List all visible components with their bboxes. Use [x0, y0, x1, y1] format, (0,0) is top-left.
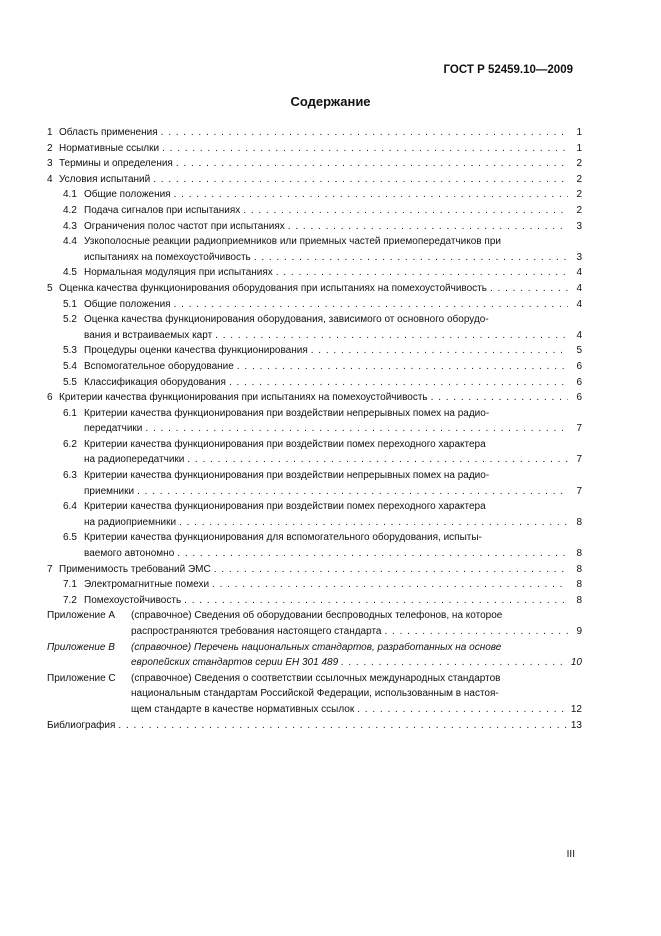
- toc-entry-7-2[interactable]: 7.2 Помехоустойчивость . . . 8: [47, 593, 582, 609]
- page-number: 2: [576, 173, 582, 185]
- toc-entry-5-2[interactable]: 5.2 Оценка качества функционирования оборудования, зависимого от основного оборудо- вания и встраиваемых карт . . . 4: [47, 312, 582, 343]
- toc-entry-5-1[interactable]: 5.1 Общие положения . . . 4: [47, 297, 582, 313]
- toc-entry-4-4[interactable]: 4.4 Узкополосные реакции радиоприемников или приемных частей приемопередатчиков при испытаниях на помехоустойчивость . . . 3: [47, 234, 582, 265]
- page-number: 13: [570, 719, 582, 731]
- toc-entry-4[interactable]: 4 Условия испытаний . . . 2: [47, 172, 582, 188]
- toc-entry-4-5[interactable]: 4.5 Нормальная модуляция при испытаниях . . . 4: [47, 265, 582, 281]
- page-number: 4: [576, 282, 582, 294]
- toc-entry-6-5[interactable]: 6.5 Критерии качества функционирования для вспомогательного оборудования, испыты- ваемого автономно . . . 8: [47, 530, 582, 561]
- page-number: 8: [576, 548, 582, 560]
- standard-code: ГОСТ Р 52459.10—2009: [443, 64, 573, 76]
- page-number: 10: [570, 657, 582, 669]
- toc-entry-5-3[interactable]: 5.3 Процедуры оценки качества функционирования . . . 5: [47, 343, 582, 359]
- page-number: 4: [576, 298, 582, 310]
- page-folio: III: [566, 849, 575, 860]
- table-of-contents: [47, 125, 582, 733]
- page-number: 8: [576, 516, 582, 528]
- page-number: 8: [576, 563, 582, 575]
- page-number: 3: [576, 220, 582, 232]
- toc-entry-6-4[interactable]: 6.4 Критерии качества функционирования при воздействии помех переходного характера на радиоприемники . . . 8: [47, 499, 582, 530]
- toc-entry-2[interactable]: 2 Нормативные ссылки . . . 1: [47, 141, 582, 157]
- page-number: 2: [576, 189, 582, 201]
- page-number: 6: [576, 376, 582, 388]
- page-title: Содержание: [290, 94, 371, 109]
- page-number: 1: [576, 142, 582, 154]
- toc-entry-4-2[interactable]: 4.2 Подача сигналов при испытаниях . . . 2: [47, 203, 582, 219]
- toc-entry-appendix-b[interactable]: Приложение В (справочное) Перечень национальных стандартов, разработанных на основе европейских стандартов серии ЕН 301 489 . . . 10: [47, 640, 582, 671]
- toc-entry-5-5[interactable]: 5.5 Классификация оборудования . . . 6: [47, 375, 582, 391]
- page-number: 2: [576, 204, 582, 216]
- page-number: 7: [576, 454, 582, 466]
- page-number: 4: [576, 267, 582, 279]
- page-number: 9: [576, 626, 582, 637]
- toc-entry-6-2[interactable]: 6.2 Критерии качества функционирования при воздействии помех переходного характера на радиопередатчики . . . 7: [47, 437, 582, 468]
- page-number: 8: [576, 594, 582, 606]
- page-number: 6: [576, 392, 582, 404]
- toc-entry-7[interactable]: 7 Применимость требований ЭМС . . . 8: [47, 562, 582, 578]
- toc-entry-4-1[interactable]: 4.1 Общие положения . . . 2: [47, 187, 582, 203]
- page-number: 4: [576, 329, 582, 341]
- page-number: 2: [576, 158, 582, 170]
- toc-entry-4-3[interactable]: 4.3 Ограничения полос частот при испытаниях . . . 3: [47, 219, 582, 235]
- toc-entry-appendix-c[interactable]: Приложение С (справочное) Сведения о соответствии ссылочных международных стандартов национальным стандартам Российской Федерации, использованным в настоя- щем стандарте в качестве нормативных ссылок . . . 12: [47, 671, 582, 718]
- page-number: 8: [576, 579, 582, 591]
- toc-entry-6-1[interactable]: 6.1 Критерии качества функционирования при воздействии непрерывных помех на радио- передатчики . . . 7: [47, 406, 582, 437]
- page-number: 5: [576, 345, 582, 357]
- page-number: 3: [576, 251, 582, 263]
- page-number: 7: [576, 485, 582, 497]
- toc-entry-6-3[interactable]: 6.3 Критерии качества функционирования при воздействии непрерывных помех на радио- приемники . . . 7: [47, 468, 582, 499]
- toc-entry-appendix-a[interactable]: Приложение А (справочное) Сведения об оборудовании беспроводных телефонов, на которое распространяются требования настоящего стандарта . . . 9: [47, 608, 582, 639]
- toc-entry-5-4[interactable]: 5.4 Вспомогательное оборудование . . . 6: [47, 359, 582, 375]
- toc-entry-3[interactable]: 3 Термины и определения . . . 2: [47, 156, 582, 172]
- toc-entry-1[interactable]: 1 Область применения . . . 1: [47, 125, 582, 141]
- toc-entry-bibliography[interactable]: Библиография . . . 13: [47, 718, 582, 734]
- page-number: 12: [570, 703, 582, 715]
- page-number: 7: [576, 423, 582, 435]
- toc-entry-6[interactable]: 6 Критерии качества функционирования при испытаниях на помехоустойчивость . . . 6: [47, 390, 582, 406]
- toc-entry-7-1[interactable]: 7.1 Электромагнитные помехи . . . 8: [47, 577, 582, 593]
- page-number: 6: [576, 360, 582, 372]
- toc-entry-5[interactable]: 5 Оценка качества функционирования оборудования при испытаниях на помехоустойчивость . . . 4: [47, 281, 582, 297]
- page-number: 1: [576, 127, 582, 138]
